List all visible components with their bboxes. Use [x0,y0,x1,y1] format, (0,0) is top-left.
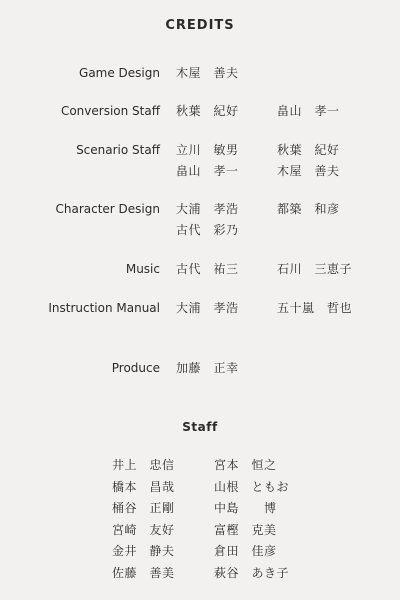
credit-name: 古代 祐三 [176,262,239,276]
staff-heading: Staff [182,420,218,434]
credit-role: Conversion Staff [60,104,160,118]
credit-role: Produce [111,361,160,375]
credit-name: 五十嵐 哲也 [277,301,353,315]
credit-role: Character Design [55,202,160,216]
credit-role: Music [125,262,160,276]
credits-heading: CREDITS [165,18,235,33]
staff-name: 倉田 佳彦 [214,544,277,558]
staff-row [0,477,400,499]
credit-name: 古代 彩乃 [176,223,239,237]
credit-name: 都築 和彦 [277,202,340,216]
credit-role: Instruction Manual [48,301,160,315]
staff-name: 宮本 恒之 [214,458,277,472]
staff-name: 橋本 昌哉 [112,479,175,494]
staff-row [0,563,400,585]
staff-name: 中島 博 [214,501,277,515]
credit-name: 石川 三恵子 [277,262,353,276]
staff-name: 萩谷 あき子 [214,565,290,580]
credit-name: 畠山 孝一 [176,164,239,178]
staff-row [0,455,400,477]
credit-name: 木屋 善夫 [176,66,239,80]
credit-role: Scenario Staff [76,143,160,157]
staff-name: 富樫 克美 [214,522,277,537]
staff-name: 佐藤 善美 [112,565,175,580]
staff-name: 宮崎 友好 [112,522,175,537]
staff-name: 井上 忠信 [112,458,175,472]
staff-list [0,455,400,584]
credit-name: 大浦 孝浩 [176,301,239,315]
credit-name: 立川 敏男 [176,143,239,157]
staff-row [0,520,400,542]
credit-name: 畠山 孝一 [277,104,340,118]
credit-name: 秋葉 紀好 [176,104,239,118]
staff-name: 桶谷 正剛 [112,501,175,515]
credit-name: 木屋 善夫 [277,164,340,178]
credit-role: Game Design [79,66,160,80]
staff-row [0,541,400,563]
staff-name: 金井 静夫 [112,544,175,558]
credit-name: 加藤 正幸 [176,361,239,375]
staff-row [0,498,400,520]
credit-name: 秋葉 紀好 [277,143,340,157]
credit-name: 大浦 孝浩 [176,202,239,216]
staff-name: 山根 ともお [214,479,290,494]
